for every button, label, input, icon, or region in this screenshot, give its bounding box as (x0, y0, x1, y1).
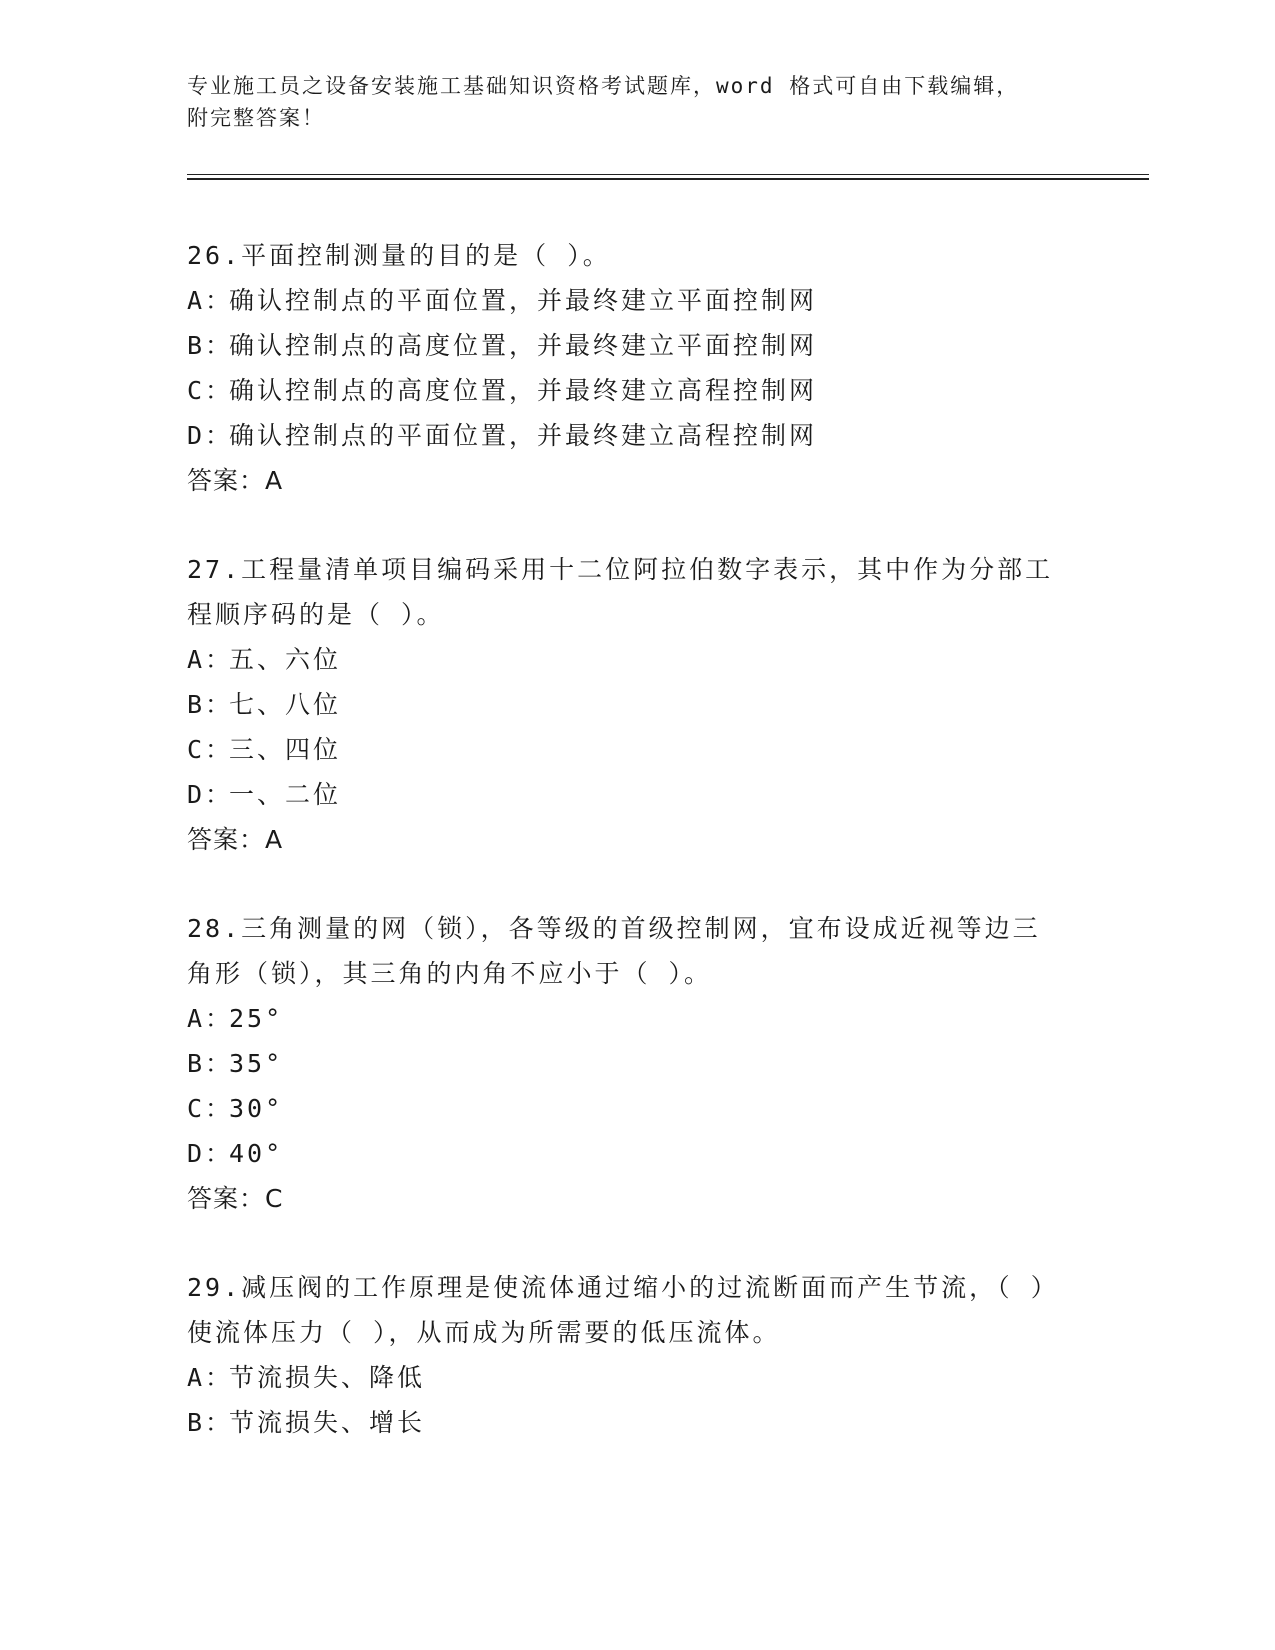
question-26 (187, 233, 1147, 503)
option-key: A： (187, 286, 234, 315)
option-key: D： (187, 1139, 234, 1168)
option-key: B： (187, 331, 234, 360)
option-text: 五、六位 (229, 645, 342, 674)
question-stem: 28.三角测量的网（锁），各等级的首级控制网，宜布设成近视等边三角形（锁），其三角的内角不应小于（ ）。 (187, 914, 1041, 988)
header-divider (187, 174, 1149, 179)
option-key: A： (187, 1004, 234, 1033)
option-c (187, 1086, 1147, 1131)
answer-line: 答案：A (187, 825, 284, 854)
option-a (187, 1355, 1147, 1400)
option-c (187, 368, 1147, 413)
option-a (187, 996, 1147, 1041)
option-key: C： (187, 735, 234, 764)
option-d (187, 413, 1147, 458)
option-b (187, 1400, 1147, 1445)
option-key: B： (187, 690, 234, 719)
question-stem: 29.减压阀的工作原理是使流体通过缩小的过流断面而产生节流，（ ）使流体压力（ ），从而成为所需要的低压流体。 (187, 1273, 1059, 1347)
question-28 (187, 906, 1147, 1221)
question-stem: 27.工程量清单项目编码采用十二位阿拉伯数字表示，其中作为分部工程顺序码的是（ ）。 (187, 555, 1054, 629)
answer-line: 答案：A (187, 466, 284, 495)
option-b (187, 323, 1147, 368)
document-page (187, 70, 1147, 1489)
option-text: 节流损失、增长 (229, 1408, 426, 1437)
question-29 (187, 1265, 1147, 1445)
document-header (187, 70, 1147, 134)
option-key: C： (187, 376, 234, 405)
option-text: 确认控制点的高度位置，并最终建立平面控制网 (229, 331, 818, 360)
option-text: 节流损失、降低 (229, 1363, 426, 1392)
question-stem: 26.平面控制测量的目的是（ ）。 (187, 241, 611, 270)
option-b (187, 1041, 1147, 1086)
question-list (187, 233, 1147, 1445)
option-c (187, 727, 1147, 772)
header-title-line2: 附完整答案！ (187, 106, 325, 130)
answer-line: 答案：C (187, 1184, 284, 1213)
question-27 (187, 547, 1147, 862)
option-key: C： (187, 1094, 234, 1123)
option-b (187, 682, 1147, 727)
option-a (187, 278, 1147, 323)
option-d (187, 772, 1147, 817)
option-text: 三、四位 (229, 735, 342, 764)
option-key: D： (187, 780, 234, 809)
option-text: 七、八位 (229, 690, 342, 719)
option-text: 确认控制点的高度位置，并最终建立高程控制网 (229, 376, 818, 405)
option-text: 30° (229, 1094, 284, 1123)
option-key: B： (187, 1049, 234, 1078)
option-key: D： (187, 421, 234, 450)
option-d (187, 1131, 1147, 1176)
option-text: 确认控制点的平面位置，并最终建立高程控制网 (229, 421, 818, 450)
option-text: 40° (229, 1139, 284, 1168)
option-text: 35° (229, 1049, 284, 1078)
option-text: 25° (229, 1004, 284, 1033)
option-text: 一、二位 (229, 780, 342, 809)
header-title-line1: 专业施工员之设备安装施工基础知识资格考试题库，word 格式可自由下载编辑， (187, 74, 1020, 98)
option-a (187, 637, 1147, 682)
option-key: B： (187, 1408, 234, 1437)
option-key: A： (187, 1363, 234, 1392)
option-key: A： (187, 645, 234, 674)
option-text: 确认控制点的平面位置，并最终建立平面控制网 (229, 286, 818, 315)
